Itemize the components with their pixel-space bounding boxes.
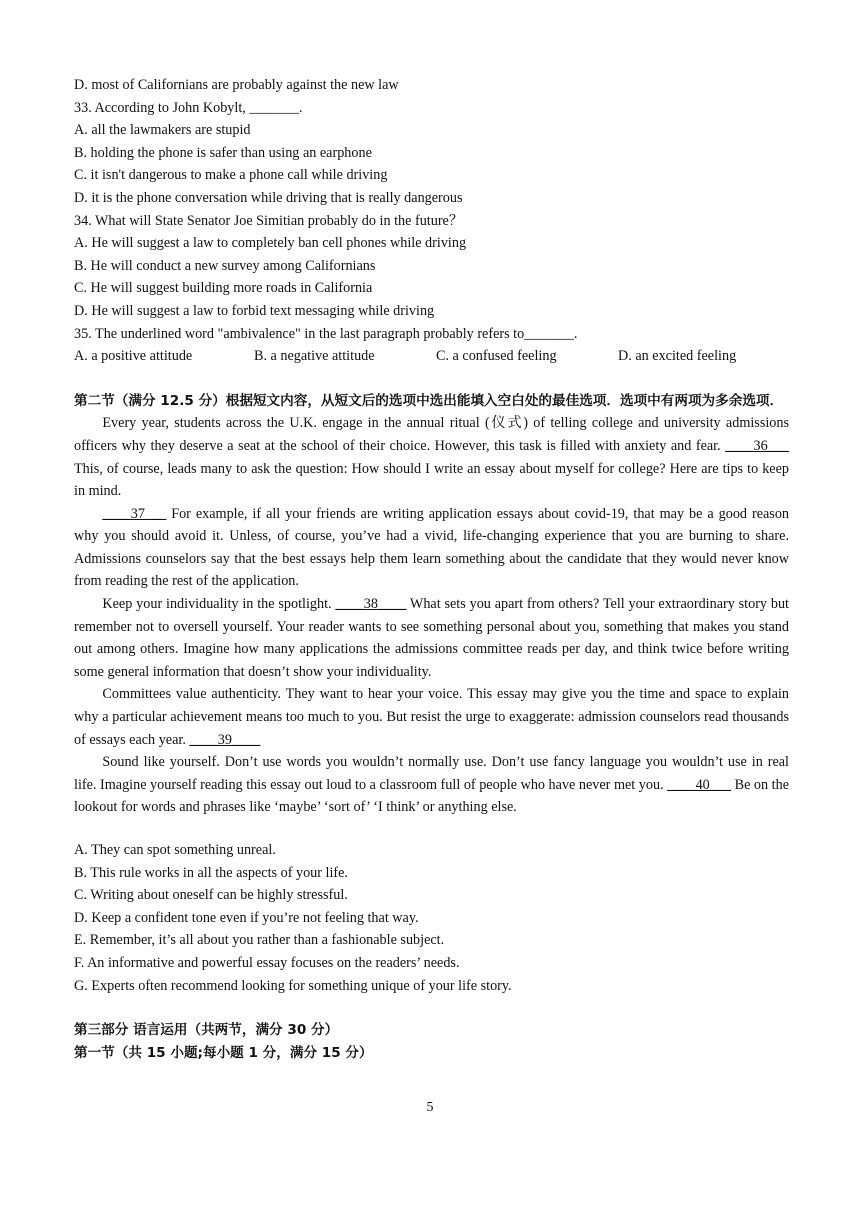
passage-paragraph-1 [74, 412, 789, 502]
paragraph-2-text: For example, if all your friends are writing application essays about covid-19, that may be a good reason why you should avoid it. Unless, of course, you’ve had a vivid, life-changing experience that you are burning to share. Admissions counselors say that the best essays help them learn something about the candidate that they would never know from reading the rest of the application. [74, 505, 789, 590]
q35-option-b: B. a negative attitude [254, 348, 375, 365]
paragraph-5-text-b: Be on the lookout for words and phrases like ‘maybe’ ‘sort of’ ‘I think’ or anything else. [74, 776, 790, 816]
q34-stem: 34. What will State Senator Joe Simitian probably do in the future？ [74, 212, 464, 229]
blank-38: ____38____ [335, 596, 407, 613]
page-number: 5 [426, 1100, 434, 1115]
paragraph-3-text-b: What sets you apart from others? Tell your extraordinary story but remember not to oversell yourself. Your reader wants to see something personal about you, something that makes you stand out among others. Imagine how many applications the admissions committee reads per day, and think twice before writing some general information that doesn’t show your individuality. [74, 596, 789, 680]
section3-heading: 第三部分 语言运用（共两节，满分 30 分） [74, 1022, 339, 1039]
section2-heading: 第二节（满分 12.5 分）根据短文内容，从短文后的选项中选出能填入空白处的最佳选项．选项中有两项为多余选项． [74, 392, 784, 409]
q34-option-a: A. He will suggest a law to completely ban cell phones while driving [74, 235, 467, 252]
q33-option-b: B. holding the phone is safer than using an earphone [74, 144, 372, 161]
q34-option-d: D. He will suggest a law to forbid text messaging while driving [74, 302, 435, 319]
choice-e: E. Remember, it’s all about you rather than a fashionable subject. [74, 932, 445, 949]
q33-stem [74, 97, 789, 120]
q34-option-b: B. He will conduct a new survey among Californians [74, 257, 376, 274]
choice-f: F. An informative and powerful essay focuses on the readers’ needs. [74, 954, 460, 971]
q33-option-d: D. it is the phone conversation while driving that is really dangerous [74, 189, 463, 206]
paragraph-5-text-a: Sound like yourself. Don’t use words you wouldn’t normally use. Don’t use fancy language you wouldn’t use in real life. Imagine yourself reading this essay out loud to a classroom full of people who have never met you. [74, 754, 789, 793]
passage-paragraph-5 [74, 751, 789, 819]
choice-b: B. This rule works in all the aspects of your life. [74, 864, 348, 881]
choice-g: G. Experts often recommend looking for something unique of your life story. [74, 977, 512, 994]
q35-option-a: A. a positive attitude [74, 348, 193, 365]
q35-option-d: D. an excited feeling [618, 348, 737, 365]
blank-39: ____39____ [189, 731, 261, 748]
blank-37: ____37___ [102, 505, 167, 522]
q33-option-c: C. it isn't dangerous to make a phone call while driving [74, 167, 388, 184]
q35-option-c: C. a confused feeling [436, 348, 557, 365]
choice-c: C. Writing about oneself can be highly stressful. [74, 887, 348, 904]
q32-option-d: D. most of Californians are probably against the new law [74, 77, 399, 93]
q35-stem: 35. The underlined word "ambivalence" in the last paragraph probably refers to_______. [74, 325, 578, 342]
q33-blank: _______ [249, 99, 300, 116]
blank-40: ____40___ [667, 776, 732, 793]
passage-paragraph-3 [74, 593, 789, 683]
document-page [74, 74, 789, 1064]
choice-d: D. Keep a confident tone even if you’re not feeling that way. [74, 909, 419, 926]
section3-subheading: 第一节（共 15 小题;每小题 1 分，满分 15 分） [74, 1044, 373, 1061]
q34-option-c: C. He will suggest building more roads in California [74, 280, 373, 297]
paragraph-1-text-b: This, of course, leads many to ask the question: How should I write an essay about myself for college? Here are tips to keep in mind. [74, 460, 789, 500]
blank-36: ____36___ [725, 437, 789, 454]
q33-stem-text: 33. According to John Kobylt, [74, 99, 250, 116]
q33-stem-end: . [299, 99, 303, 116]
q35-options [74, 345, 789, 368]
q33-option-a: A. all the lawmakers are stupid [74, 122, 251, 139]
paragraph-4-text: Committees value authenticity. They want to hear your voice. This essay may give you the time and space to explain why a particular achievement means too much to you. But resist the urge to exaggerate: admission counselors read thousands of essays each year. [74, 686, 789, 748]
passage-paragraph-2 [74, 503, 789, 593]
paragraph-3-text-a: Keep your individuality in the spotlight. [102, 596, 336, 613]
paragraph-1-text-a: Every year, students across the U.K. engage in the annual ritual (仪式) of telling college and university admissions officers why they deserve a seat at the school of their choice. However, this task is filled with anxiety and fear. [74, 415, 789, 454]
passage-paragraph-4 [74, 683, 789, 751]
choice-a: A. They can spot something unreal. [74, 842, 276, 858]
